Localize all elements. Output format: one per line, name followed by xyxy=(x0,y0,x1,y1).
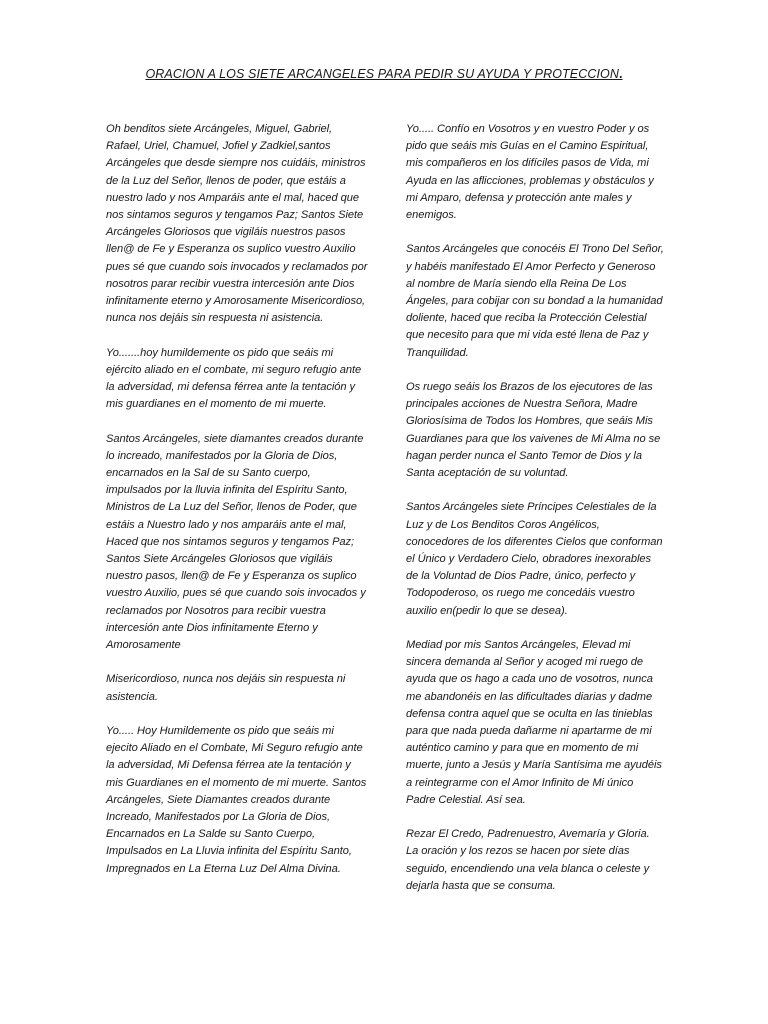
paragraph: Rezar El Credo, Padrenuestro, Avemaría y Gloria. La oración y los rezos se hacen por siete días seguido, encendiendo una vela blanca o celeste y dejarla hasta que se consuma. xyxy=(406,828,650,892)
paragraph: Misericordioso, nunca nos dejáis sin respuesta ni asistencia. xyxy=(106,673,346,703)
paragraph: Oh benditos siete Arcángeles, Miguel, Gabriel, Rafael, Uriel, Chamuel, Jofiel y Zadkiel,santos Arcángeles que desde siempre nos cuidáis, ministros de la Luz del Señor, llenos de poder, que estáis a nuestro lado y nos Amparáis ante el mal, haced que nos sintamos seguros y tengamos Paz; Santos Siete Arcángeles Gloriosos que vigiláis nuestros pasos llen@ de Fe y Esperanza os suplico vuestro Auxilio pues sé que cuando sois invocados y reclamados por nosotros parar recibir vuestra intercesión ante Dios infinitamente eterno y Amorosamente Misericordioso, nunca nos dejáis sin respuesta ni asistencia. xyxy=(106,123,368,325)
paragraph: Yo..... Hoy Humildemente os pido que seáis mi ejecito Aliado en el Combate, Mi Seguro refugio ante la adversidad, Mi Defensa férrea ate la tentación y mis Guardianes en el momento de mi muerte. Santos Arcángeles, Siete Diamantes creados durante Increado, Manifestados por La Gloria de Dios, Encarnados en La Salde su Santo Cuerpo, Impulsados en La Lluvia infinita del Espíritu Santo, Impregnados en La Eterna Luz Del Alma Divina. xyxy=(106,725,367,875)
paragraph: Santos Arcángeles, siete diamantes creados durante lo increado, manifestados por la Gloria de Dios, encarnados en la Sal de su Santo cuerpo, impulsados por la lluvia infinita del Espíritu Santo, Ministros de La Luz del Señor, llenos de Poder, que estáis a Nuestro lado y nos amparáis ante el mal, Haced que nos sintamos seguros y tengamos Paz; Santos Siete Arcángeles Gloriosos que vigiláis nuestro pasos, llen@ de Fe y Esperanza os suplico vuestro Auxilio, pues sé que cuando sois invocados y reclamados por Nosotros para recibir vuestra intercesión ante Dios infinitamente Eterno y Amorosamente xyxy=(106,432,366,652)
title-text: ORACION A LOS SIETE ARCANGELES PARA PEDIR SU AYUDA Y PROTECCION xyxy=(145,67,619,81)
paragraph: Yo.......hoy humildemente os pido que seáis mi ejército aliado en el combate, mi seguro refugio ante la adversidad, mi defensa férrea ante la tentación y mis guardianes en el momento de mi muerte. xyxy=(106,346,362,411)
paragraph: Santos Arcángeles que conocéis El Trono Del Señor, y habéis manifestado El Amor Perfecto y Generoso al nombre de María siendo ella Reina De Los Ángeles, para cobijar con su bondad a la humanidad doliente, haced que reciba la Protección Celestial que necesito para que mi vida esté llena de Paz y Tranquilidad. xyxy=(406,243,664,359)
document-title xyxy=(0,65,768,83)
paragraph: Yo..... Confío en Vosotros y en vuestro Poder y os pido que seáis mis Guías en el Camino Espiritual, mis compañeros en los difíciles pasos de Vida, mi Ayuda en las aflicciones, problemas y obstáculos y mi Amparo, defensa y protección ante males y enemigos. xyxy=(406,123,654,222)
paragraph: Os ruego seáis los Brazos de los ejecutores de las principales acciones de Nuestra Señora, Madre Gloriosísima de Todos los Hombres, que seáis Mis Guardianes para que los vaivenes de Mi Alma no se hagan perder nunca el Santo Temor de Dios y la Santa aceptación de su voluntad. xyxy=(406,381,661,480)
paragraph: Mediad por mis Santos Arcángeles, Elevad mi sincera demanda al Señor y acoged mi ruego de ayuda que os hago a cada uno de vosotros, nunca me abandonéis en las dificultades diarias y dadme defensa contra aquel que se oculta en las tinieblas para que nada pueda dañarme ni apartarme de mi auténtico camino y para que en momento de mi muerte, junto a Jesús y María Santísima me ayudéis a reintegrarme con el Amor Infinito de Mi único Padre Celestial. Así sea. xyxy=(406,639,662,806)
title-period: . xyxy=(618,67,623,81)
left-column xyxy=(106,121,368,895)
right-column xyxy=(406,121,664,912)
paragraph: Santos Arcángeles siete Príncipes Celestiales de la Luz y de Los Benditos Coros Angélicos, conocedores de los diferentes Cielos que conforman el Único y Verdadero Cielo, obradores inexorables de la Voluntad de Dios Padre, único, perfecto y Todopoderoso, os ruego me concedáis vuestro auxilio en(pedir lo que se desea). xyxy=(406,501,663,617)
